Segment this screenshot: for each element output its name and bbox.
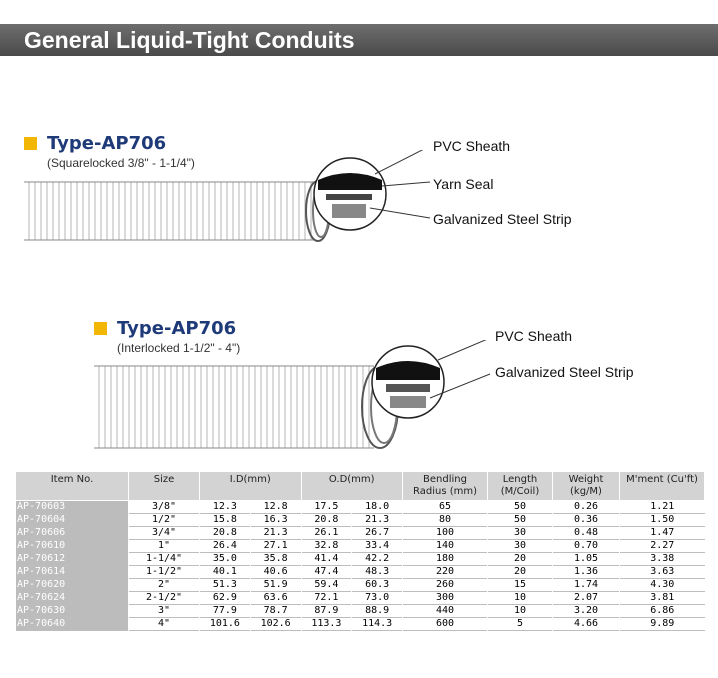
spec-table bbox=[15, 471, 705, 631]
cell-weight: 2.07 bbox=[553, 592, 620, 605]
label-galvanized-steel-strip: Galvanized Steel Strip bbox=[433, 211, 572, 227]
cell-item-no: AP-70604 bbox=[16, 514, 129, 527]
cell-item-no: AP-70610 bbox=[16, 540, 129, 553]
cell-measurement: 6.86 bbox=[620, 605, 705, 618]
cell-od-max: 60.3 bbox=[352, 579, 403, 592]
cell-od-min: 47.4 bbox=[301, 566, 352, 579]
table-row bbox=[16, 514, 705, 527]
cell-od-min: 26.1 bbox=[301, 527, 352, 540]
cell-weight: 1.36 bbox=[553, 566, 620, 579]
cell-measurement: 9.89 bbox=[620, 618, 705, 631]
header-length: Length (M/Coil) bbox=[488, 472, 553, 501]
cell-item-no: AP-70614 bbox=[16, 566, 129, 579]
cell-od-min: 32.8 bbox=[301, 540, 352, 553]
cell-measurement: 1.47 bbox=[620, 527, 705, 540]
cell-weight: 1.05 bbox=[553, 553, 620, 566]
type-name: Type-AP706 bbox=[117, 318, 237, 339]
cell-od-min: 20.8 bbox=[301, 514, 352, 527]
cell-od-min: 59.4 bbox=[301, 579, 352, 592]
cell-item-no: AP-70612 bbox=[16, 553, 129, 566]
cell-id-max: 27.1 bbox=[250, 540, 301, 553]
label-yarn-seal: Yarn Seal bbox=[433, 176, 494, 192]
cell-od-max: 114.3 bbox=[352, 618, 403, 631]
cell-size: 3/8" bbox=[129, 501, 200, 514]
cell-bending-radius: 140 bbox=[403, 540, 488, 553]
conduit-illustration-squarelocked bbox=[20, 150, 440, 250]
cell-length: 30 bbox=[488, 527, 553, 540]
cell-id-min: 35.0 bbox=[200, 553, 251, 566]
cell-id-min: 101.6 bbox=[200, 618, 251, 631]
cell-id-max: 21.3 bbox=[250, 527, 301, 540]
table-row bbox=[16, 605, 705, 618]
yellow-square-icon bbox=[24, 137, 37, 150]
cell-item-no: AP-70620 bbox=[16, 579, 129, 592]
cell-measurement: 1.21 bbox=[620, 501, 705, 514]
header-size: Size bbox=[129, 472, 200, 501]
cell-measurement: 1.50 bbox=[620, 514, 705, 527]
cell-bending-radius: 440 bbox=[403, 605, 488, 618]
cell-bending-radius: 100 bbox=[403, 527, 488, 540]
cell-size: 2-1/2" bbox=[129, 592, 200, 605]
cell-od-max: 26.7 bbox=[352, 527, 403, 540]
header-measurement: M'ment (Cu'ft) bbox=[620, 472, 705, 501]
cell-length: 20 bbox=[488, 553, 553, 566]
cell-id-min: 40.1 bbox=[200, 566, 251, 579]
cell-length: 50 bbox=[488, 501, 553, 514]
cell-size: 4" bbox=[129, 618, 200, 631]
cell-od-min: 87.9 bbox=[301, 605, 352, 618]
type-subtitle: (Squarelocked 3/8" - 1-1/4") bbox=[47, 156, 195, 170]
cell-id-min: 51.3 bbox=[200, 579, 251, 592]
cell-id-min: 12.3 bbox=[200, 501, 251, 514]
cell-od-max: 33.4 bbox=[352, 540, 403, 553]
spec-table-body bbox=[16, 501, 705, 631]
page-title: General Liquid-Tight Conduits bbox=[24, 27, 355, 53]
table-row bbox=[16, 553, 705, 566]
cell-id-max: 63.6 bbox=[250, 592, 301, 605]
table-row bbox=[16, 566, 705, 579]
cell-length: 50 bbox=[488, 514, 553, 527]
cell-size: 3/4" bbox=[129, 527, 200, 540]
cell-size: 2" bbox=[129, 579, 200, 592]
cell-bending-radius: 600 bbox=[403, 618, 488, 631]
cell-bending-radius: 180 bbox=[403, 553, 488, 566]
cell-od-max: 88.9 bbox=[352, 605, 403, 618]
cell-id-max: 35.8 bbox=[250, 553, 301, 566]
cell-measurement: 3.81 bbox=[620, 592, 705, 605]
table-row bbox=[16, 527, 705, 540]
cell-size: 1" bbox=[129, 540, 200, 553]
table-header-row bbox=[16, 472, 705, 501]
table-row bbox=[16, 592, 705, 605]
cell-weight: 3.20 bbox=[553, 605, 620, 618]
cell-size: 3" bbox=[129, 605, 200, 618]
title-bar bbox=[0, 24, 718, 56]
cell-id-min: 26.4 bbox=[200, 540, 251, 553]
label-pvc-sheath: PVC Sheath bbox=[433, 138, 511, 154]
cell-item-no: AP-70640 bbox=[16, 618, 129, 631]
cell-od-min: 113.3 bbox=[301, 618, 352, 631]
cell-item-no: AP-70630 bbox=[16, 605, 129, 618]
cell-od-min: 41.4 bbox=[301, 553, 352, 566]
cell-id-min: 77.9 bbox=[200, 605, 251, 618]
cell-od-max: 73.0 bbox=[352, 592, 403, 605]
cell-measurement: 3.38 bbox=[620, 553, 705, 566]
cell-id-max: 40.6 bbox=[250, 566, 301, 579]
cell-bending-radius: 65 bbox=[403, 501, 488, 514]
cell-weight: 0.36 bbox=[553, 514, 620, 527]
cell-od-max: 18.0 bbox=[352, 501, 403, 514]
label-galvanized-steel-strip: Galvanized Steel Strip bbox=[495, 364, 634, 380]
cell-id-min: 15.8 bbox=[200, 514, 251, 527]
cell-od-max: 48.3 bbox=[352, 566, 403, 579]
cell-id-max: 51.9 bbox=[250, 579, 301, 592]
cell-id-min: 20.8 bbox=[200, 527, 251, 540]
cell-length: 5 bbox=[488, 618, 553, 631]
cell-length: 10 bbox=[488, 592, 553, 605]
table-row bbox=[16, 540, 705, 553]
cell-size: 1-1/2" bbox=[129, 566, 200, 579]
cell-item-no: AP-70624 bbox=[16, 592, 129, 605]
type-name: Type-AP706 bbox=[47, 133, 167, 154]
cell-id-min: 62.9 bbox=[200, 592, 251, 605]
cell-length: 30 bbox=[488, 540, 553, 553]
header-weight: Weight (kg/M) bbox=[553, 472, 620, 501]
cell-bending-radius: 80 bbox=[403, 514, 488, 527]
cell-id-max: 102.6 bbox=[250, 618, 301, 631]
cell-size: 1-1/4" bbox=[129, 553, 200, 566]
table-row bbox=[16, 579, 705, 592]
cell-id-max: 12.8 bbox=[250, 501, 301, 514]
cell-bending-radius: 220 bbox=[403, 566, 488, 579]
label-pvc-sheath: PVC Sheath bbox=[495, 328, 573, 344]
yellow-square-icon bbox=[94, 322, 107, 335]
table-row bbox=[16, 501, 705, 514]
cell-length: 20 bbox=[488, 566, 553, 579]
cell-id-max: 16.3 bbox=[250, 514, 301, 527]
cell-bending-radius: 300 bbox=[403, 592, 488, 605]
cell-weight: 0.26 bbox=[553, 501, 620, 514]
cell-length: 15 bbox=[488, 579, 553, 592]
cell-size: 1/2" bbox=[129, 514, 200, 527]
cell-item-no: AP-70606 bbox=[16, 527, 129, 540]
header-id: I.D(mm) bbox=[200, 472, 302, 501]
cell-weight: 4.66 bbox=[553, 618, 620, 631]
cell-weight: 0.70 bbox=[553, 540, 620, 553]
cell-measurement: 2.27 bbox=[620, 540, 705, 553]
cell-measurement: 3.63 bbox=[620, 566, 705, 579]
cell-bending-radius: 260 bbox=[403, 579, 488, 592]
header-od: O.D(mm) bbox=[301, 472, 403, 501]
cell-weight: 0.48 bbox=[553, 527, 620, 540]
type-subtitle: (Interlocked 1-1/2" - 4") bbox=[117, 341, 241, 355]
conduit-illustration-interlocked bbox=[90, 340, 510, 460]
cell-id-max: 78.7 bbox=[250, 605, 301, 618]
cell-item-no: AP-70603 bbox=[16, 501, 129, 514]
header-item-no: Item No. bbox=[16, 472, 129, 501]
cell-od-max: 21.3 bbox=[352, 514, 403, 527]
cell-weight: 1.74 bbox=[553, 579, 620, 592]
cell-measurement: 4.30 bbox=[620, 579, 705, 592]
cell-od-min: 72.1 bbox=[301, 592, 352, 605]
cell-od-max: 42.2 bbox=[352, 553, 403, 566]
table-row bbox=[16, 618, 705, 631]
header-bending-radius: Bendling Radius (mm) bbox=[403, 472, 488, 501]
cell-length: 10 bbox=[488, 605, 553, 618]
cell-od-min: 17.5 bbox=[301, 501, 352, 514]
